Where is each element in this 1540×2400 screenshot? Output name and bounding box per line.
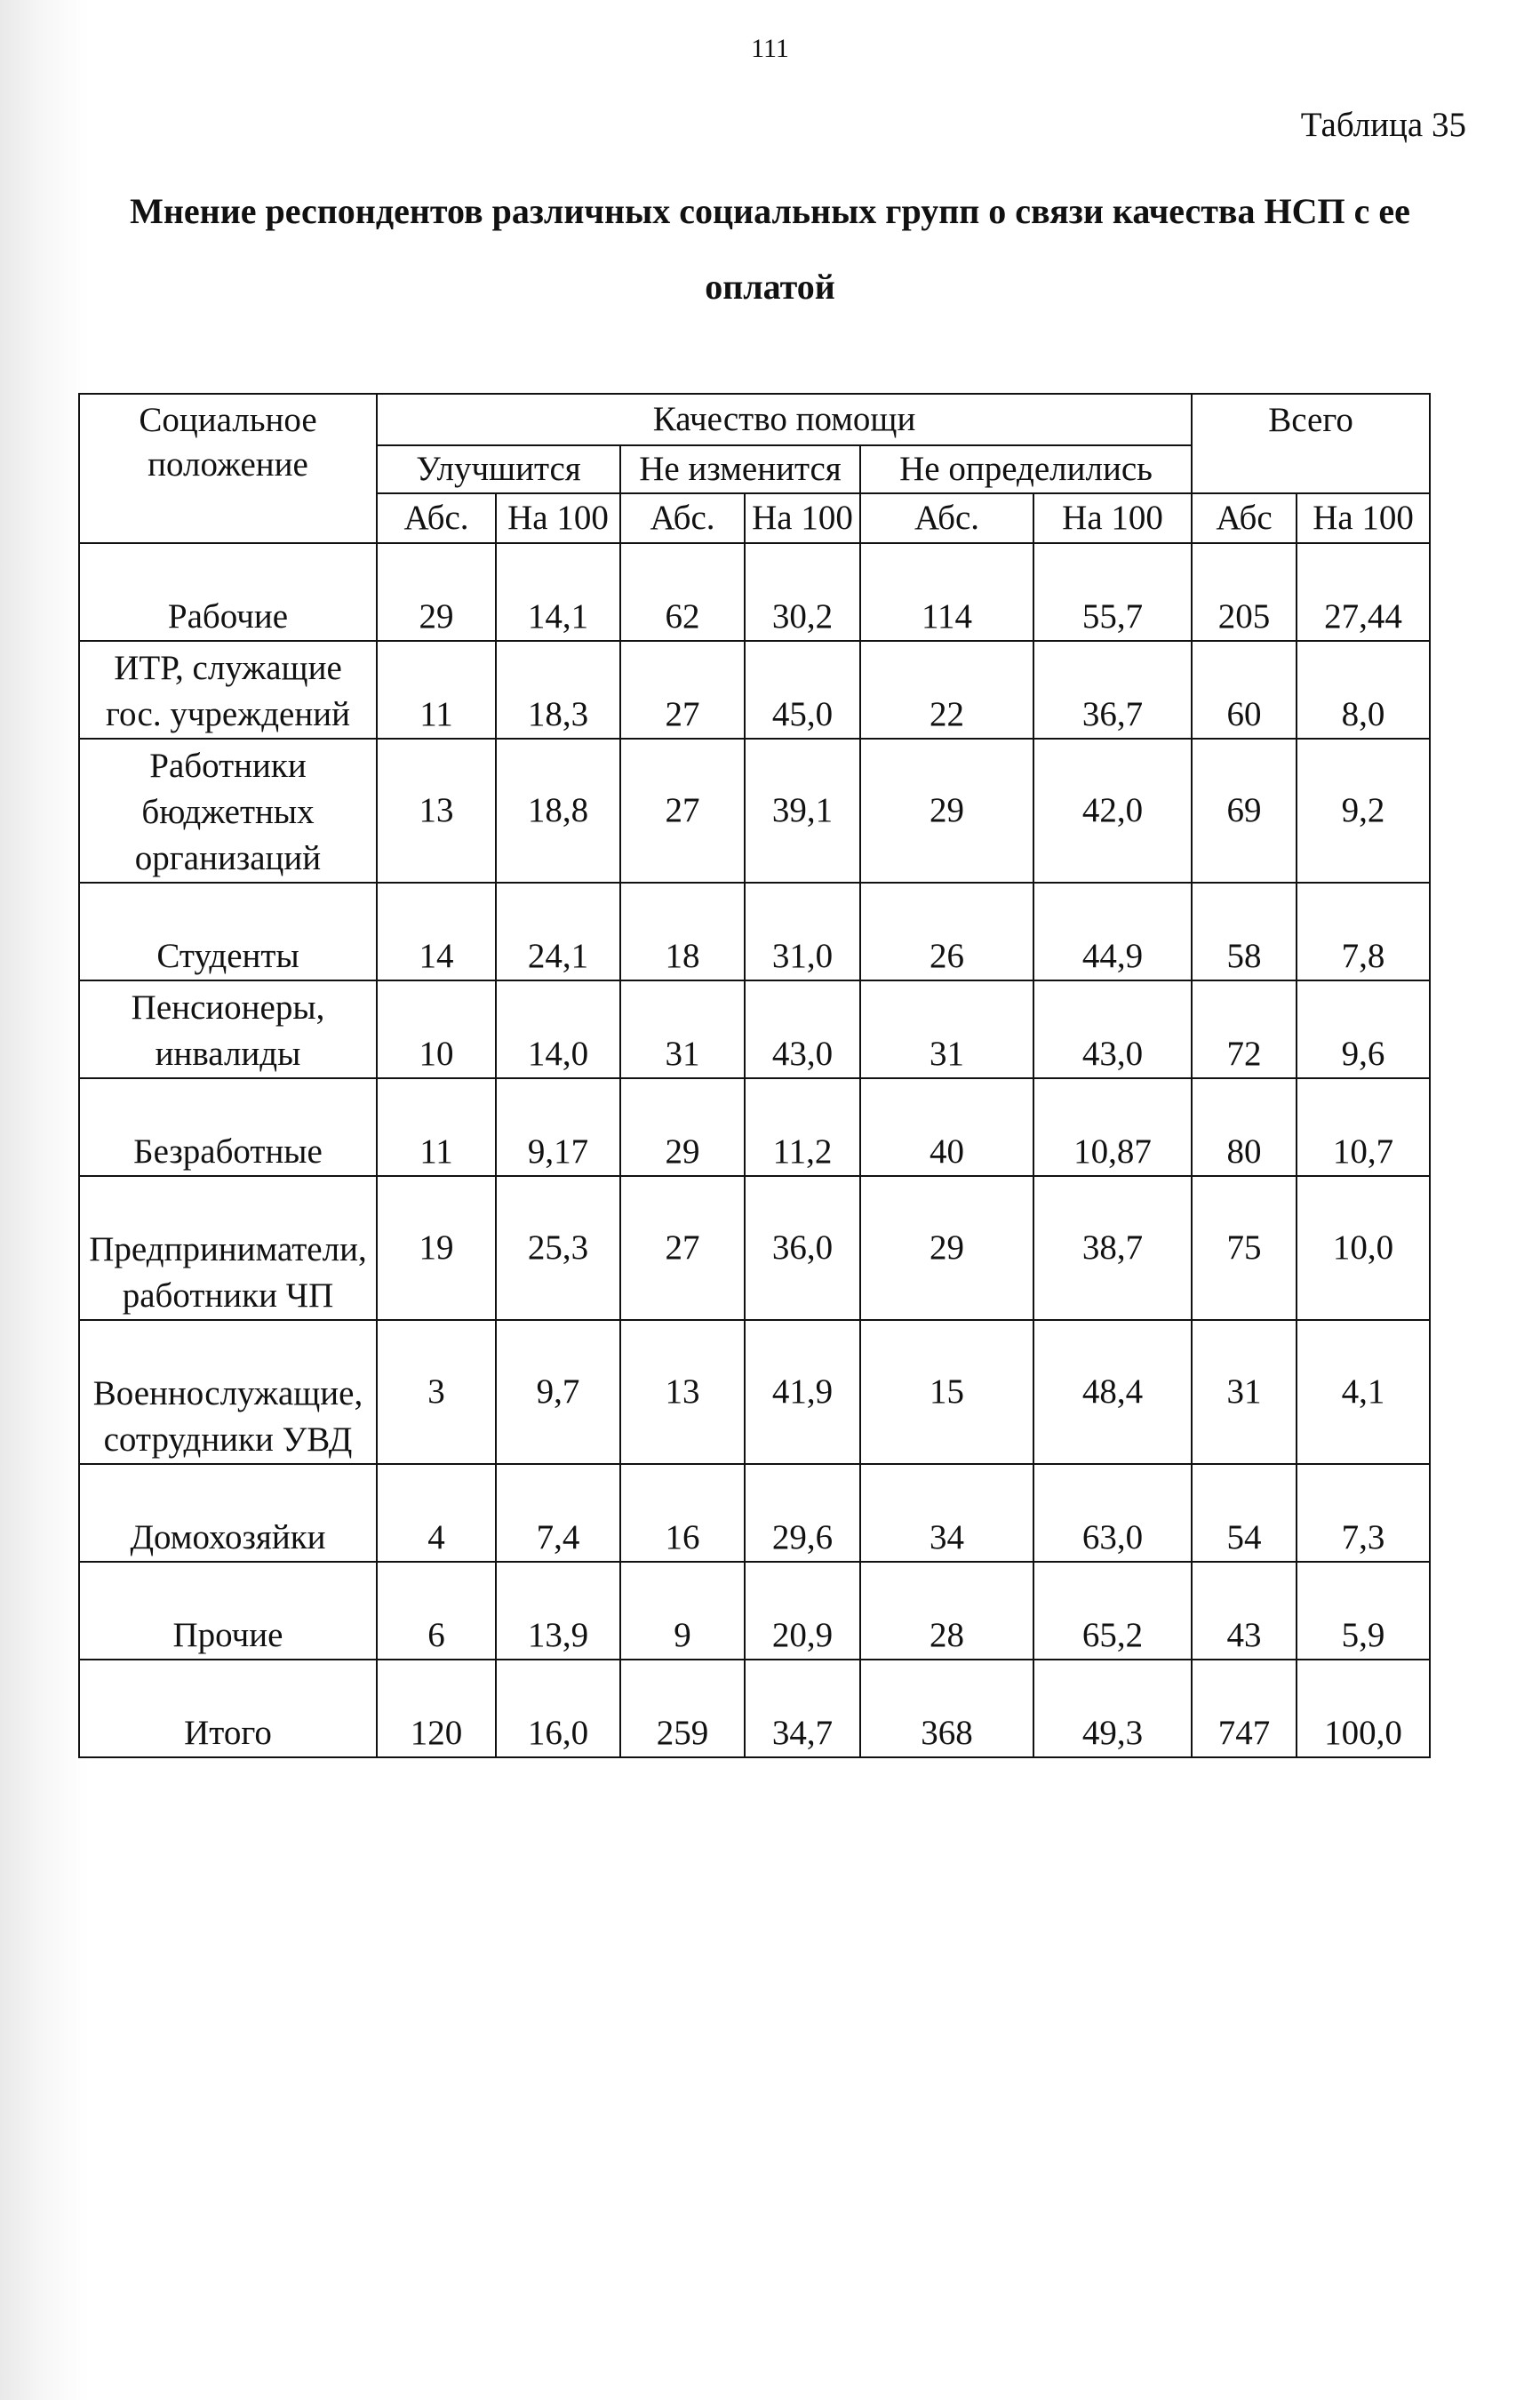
cell-undecided-abs: 368 <box>860 1660 1033 1757</box>
cell-undecided-abs: 34 <box>860 1464 1033 1562</box>
cell-nochange-abs: 27 <box>620 641 745 739</box>
table-row <box>79 883 1430 980</box>
cell-nochange-per100: 20,9 <box>745 1562 860 1660</box>
cell-total-per100: 9,2 <box>1297 739 1430 883</box>
cell-total-abs: 80 <box>1192 1078 1297 1176</box>
header-no-change: Не изменится <box>620 445 860 493</box>
cell-nochange-per100: 36,0 <box>745 1176 860 1320</box>
cell-undecided-per100: 36,7 <box>1033 641 1192 739</box>
cell-nochange-abs: 27 <box>620 1176 745 1320</box>
cell-total-abs: 72 <box>1192 980 1297 1078</box>
header-quality: Качество помощи <box>377 394 1192 445</box>
header-undecided: Не определились <box>860 445 1192 493</box>
header-total-abs: Абс <box>1192 493 1297 543</box>
cell-nochange-abs: 62 <box>620 543 745 641</box>
cell-total-abs: 54 <box>1192 1464 1297 1562</box>
cell-total-per100: 9,6 <box>1297 980 1430 1078</box>
table-row <box>79 1320 1430 1464</box>
cell-improve-per100: 9,17 <box>496 1078 620 1176</box>
row-label: ИТР, служащие гос. учреждений <box>79 641 377 739</box>
header-undecided-per100: На 100 <box>1033 493 1192 543</box>
table-row <box>79 1562 1430 1660</box>
data-table <box>78 393 1431 1758</box>
cell-nochange-abs: 29 <box>620 1078 745 1176</box>
cell-nochange-abs: 16 <box>620 1464 745 1562</box>
table-row-total <box>79 1660 1430 1757</box>
cell-undecided-abs: 40 <box>860 1078 1033 1176</box>
cell-total-abs: 75 <box>1192 1176 1297 1320</box>
cell-total-per100: 7,3 <box>1297 1464 1430 1562</box>
row-label: Студенты <box>79 883 377 980</box>
cell-improve-per100: 18,8 <box>496 739 620 883</box>
cell-undecided-abs: 26 <box>860 883 1033 980</box>
table-row <box>79 641 1430 739</box>
cell-improve-abs: 11 <box>377 1078 496 1176</box>
cell-undecided-abs: 29 <box>860 1176 1033 1320</box>
cell-nochange-abs: 259 <box>620 1660 745 1757</box>
cell-improve-per100: 13,9 <box>496 1562 620 1660</box>
cell-nochange-per100: 41,9 <box>745 1320 860 1464</box>
cell-total-abs: 205 <box>1192 543 1297 641</box>
cell-total-abs: 60 <box>1192 641 1297 739</box>
row-label: Домохозяйки <box>79 1464 377 1562</box>
cell-nochange-abs: 9 <box>620 1562 745 1660</box>
table-row <box>79 980 1430 1078</box>
page-number: 111 <box>751 34 789 63</box>
cell-undecided-per100: 44,9 <box>1033 883 1192 980</box>
cell-nochange-per100: 34,7 <box>745 1660 860 1757</box>
header-improve: Улучшится <box>377 445 620 493</box>
cell-improve-per100: 14,0 <box>496 980 620 1078</box>
cell-nochange-per100: 30,2 <box>745 543 860 641</box>
cell-nochange-abs: 13 <box>620 1320 745 1464</box>
cell-improve-per100: 14,1 <box>496 543 620 641</box>
header-social-status: Социальное положение <box>79 394 377 543</box>
row-label: Предприниматели, работники ЧП <box>79 1176 377 1320</box>
cell-nochange-per100: 31,0 <box>745 883 860 980</box>
cell-undecided-per100: 42,0 <box>1033 739 1192 883</box>
cell-total-abs: 747 <box>1192 1660 1297 1757</box>
cell-total-per100: 5,9 <box>1297 1562 1430 1660</box>
cell-nochange-per100: 11,2 <box>745 1078 860 1176</box>
cell-improve-per100: 18,3 <box>496 641 620 739</box>
cell-nochange-per100: 45,0 <box>745 641 860 739</box>
cell-improve-per100: 9,7 <box>496 1320 620 1464</box>
row-label: Военнослужащие, сотрудники УВД <box>79 1320 377 1464</box>
table-row <box>79 1078 1430 1176</box>
cell-improve-abs: 6 <box>377 1562 496 1660</box>
cell-improve-abs: 13 <box>377 739 496 883</box>
cell-undecided-abs: 114 <box>860 543 1033 641</box>
table-label: Таблица 35 <box>1300 106 1466 144</box>
cell-undecided-abs: 31 <box>860 980 1033 1078</box>
row-label: Работники бюджетных организаций <box>79 739 377 883</box>
table-row <box>79 1464 1430 1562</box>
cell-undecided-abs: 22 <box>860 641 1033 739</box>
header-improve-abs: Абс. <box>377 493 496 543</box>
cell-nochange-abs: 27 <box>620 739 745 883</box>
cell-undecided-per100: 55,7 <box>1033 543 1192 641</box>
row-label: Прочие <box>79 1562 377 1660</box>
cell-nochange-abs: 18 <box>620 883 745 980</box>
cell-improve-per100: 16,0 <box>496 1660 620 1757</box>
cell-improve-abs: 14 <box>377 883 496 980</box>
cell-improve-abs: 4 <box>377 1464 496 1562</box>
row-label: Рабочие <box>79 543 377 641</box>
cell-undecided-per100: 48,4 <box>1033 1320 1192 1464</box>
cell-total-abs: 69 <box>1192 739 1297 883</box>
cell-undecided-per100: 63,0 <box>1033 1464 1192 1562</box>
cell-improve-abs: 11 <box>377 641 496 739</box>
cell-total-abs: 31 <box>1192 1320 1297 1464</box>
header-nochange-abs: Абс. <box>620 493 745 543</box>
cell-improve-per100: 25,3 <box>496 1176 620 1320</box>
cell-total-per100: 27,44 <box>1297 543 1430 641</box>
table-row <box>79 739 1430 883</box>
cell-total-per100: 10,0 <box>1297 1176 1430 1320</box>
cell-total-per100: 7,8 <box>1297 883 1430 980</box>
table-row <box>79 1176 1430 1320</box>
cell-undecided-per100: 49,3 <box>1033 1660 1192 1757</box>
table-row <box>79 543 1430 641</box>
cell-improve-per100: 24,1 <box>496 883 620 980</box>
header-total-per100: На 100 <box>1297 493 1430 543</box>
row-label: Пенсионеры, инвалиды <box>79 980 377 1078</box>
cell-improve-per100: 7,4 <box>496 1464 620 1562</box>
cell-undecided-abs: 29 <box>860 739 1033 883</box>
cell-total-per100: 10,7 <box>1297 1078 1430 1176</box>
cell-undecided-per100: 65,2 <box>1033 1562 1192 1660</box>
cell-improve-abs: 120 <box>377 1660 496 1757</box>
cell-nochange-per100: 39,1 <box>745 739 860 883</box>
cell-nochange-per100: 29,6 <box>745 1464 860 1562</box>
scan-shadow <box>0 0 89 2400</box>
cell-undecided-per100: 38,7 <box>1033 1176 1192 1320</box>
cell-improve-abs: 3 <box>377 1320 496 1464</box>
cell-undecided-per100: 43,0 <box>1033 980 1192 1078</box>
cell-nochange-per100: 43,0 <box>745 980 860 1078</box>
cell-total-per100: 100,0 <box>1297 1660 1430 1757</box>
row-label: Итого <box>79 1660 377 1757</box>
header-total: Всего <box>1192 394 1430 493</box>
cell-total-abs: 58 <box>1192 883 1297 980</box>
cell-total-per100: 8,0 <box>1297 641 1430 739</box>
cell-total-per100: 4,1 <box>1297 1320 1430 1464</box>
cell-improve-abs: 10 <box>377 980 496 1078</box>
table-title: Мнение респондентов различных социальных групп о связи качества НСП с ее оплатой <box>130 191 1410 307</box>
row-label: Безработные <box>79 1078 377 1176</box>
cell-nochange-abs: 31 <box>620 980 745 1078</box>
cell-total-abs: 43 <box>1192 1562 1297 1660</box>
cell-improve-abs: 29 <box>377 543 496 641</box>
header-nochange-per100: На 100 <box>745 493 860 543</box>
cell-improve-abs: 19 <box>377 1176 496 1320</box>
header-undecided-abs: Абс. <box>860 493 1033 543</box>
cell-undecided-abs: 28 <box>860 1562 1033 1660</box>
cell-undecided-abs: 15 <box>860 1320 1033 1464</box>
cell-undecided-per100: 10,87 <box>1033 1078 1192 1176</box>
header-improve-per100: На 100 <box>496 493 620 543</box>
